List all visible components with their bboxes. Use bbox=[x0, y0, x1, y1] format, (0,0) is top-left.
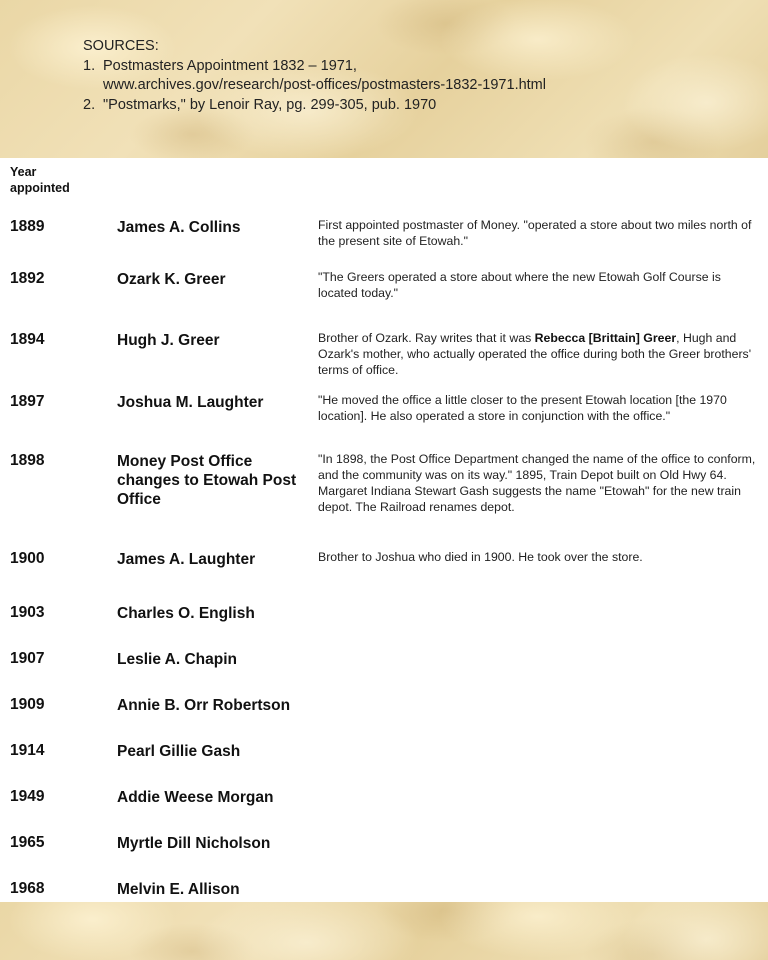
row-postmaster: Money Post Office changes to Etowah Post Office bbox=[117, 453, 297, 508]
row-postmaster: Hugh J. Greer bbox=[117, 332, 220, 349]
footer-parchment bbox=[0, 902, 768, 960]
row-postmaster: Melvin E. Allison bbox=[117, 881, 240, 898]
row-year: 1914 bbox=[10, 742, 45, 759]
sources-heading: SOURCES: bbox=[83, 38, 159, 54]
source-number: 1. bbox=[83, 57, 96, 74]
row-postmaster: Annie B. Orr Robertson bbox=[117, 697, 291, 714]
row-year: 1968 bbox=[10, 880, 45, 897]
header-parchment bbox=[0, 0, 768, 158]
row-postmaster: Ozark K. Greer bbox=[117, 271, 226, 288]
row-postmaster: Pearl Gillie Gash bbox=[117, 743, 241, 760]
source-item-2 bbox=[83, 96, 546, 116]
row-note: "In 1898, the Post Office Department changed the name of the office to conform, and the community was on its way." 1895, Train Depot built on Old Hwy 64. Margaret Indiana Stewart Gash suggests the name "Etowah" for the new train depot. The Railroad renames depot. bbox=[318, 452, 756, 514]
row-postmaster: Myrtle Dill Nicholson bbox=[117, 835, 271, 852]
row-postmaster: Joshua M. Laughter bbox=[117, 394, 264, 411]
row-year: 1900 bbox=[10, 550, 45, 567]
postmaster-table bbox=[0, 158, 768, 902]
row-year: 1894 bbox=[10, 331, 45, 348]
source-item-1 bbox=[83, 57, 546, 77]
sources-block bbox=[83, 37, 546, 115]
highlighted-name: Rebecca [Brittain] Greer bbox=[534, 331, 677, 345]
row-note: First appointed postmaster of Money. "operated a store about two miles north of the present site of Etowah." bbox=[318, 218, 752, 248]
row-year: 1965 bbox=[10, 834, 45, 851]
row-year: 1949 bbox=[10, 788, 45, 805]
row-note: Brother to Joshua who died in 1900. He took over the store. bbox=[318, 550, 643, 564]
row-postmaster: Leslie A. Chapin bbox=[117, 651, 238, 668]
row-year: 1889 bbox=[10, 218, 45, 235]
row-note: "He moved the office a little closer to the present Etowah location [the 1970 location]. He also operated a store in conjunction with the office." bbox=[318, 393, 727, 423]
row-note: "The Greers operated a store about where the new Etowah Golf Course is located today." bbox=[318, 270, 721, 300]
source-text: "Postmarks," by Lenoir Ray, pg. 299-305, pub. 1970 bbox=[103, 96, 437, 113]
row-postmaster: Addie Weese Morgan bbox=[117, 789, 274, 806]
row-postmaster: James A. Laughter bbox=[117, 551, 256, 568]
row-year: 1907 bbox=[10, 650, 45, 667]
row-year: 1897 bbox=[10, 393, 45, 410]
row-note: Brother of Ozark. Ray writes that it was Rebecca [Brittain] Greer, Hugh and Ozark's mother, who actually operated the office during both the Greer brothers' terms of office. bbox=[318, 331, 752, 377]
row-postmaster: James A. Collins bbox=[117, 219, 241, 236]
column-header-year: Year appointed bbox=[10, 165, 70, 195]
row-year: 1892 bbox=[10, 270, 45, 287]
row-postmaster: Charles O. English bbox=[117, 605, 255, 622]
row-year: 1898 bbox=[10, 452, 45, 469]
row-year: 1909 bbox=[10, 696, 45, 713]
row-year: 1903 bbox=[10, 604, 45, 621]
source-text: Postmasters Appointment 1832 – 1971, bbox=[103, 57, 357, 74]
source-url[interactable]: www.archives.gov/research/post-offices/postmasters-1832-1971.html bbox=[103, 77, 546, 93]
source-number: 2. bbox=[83, 96, 96, 113]
